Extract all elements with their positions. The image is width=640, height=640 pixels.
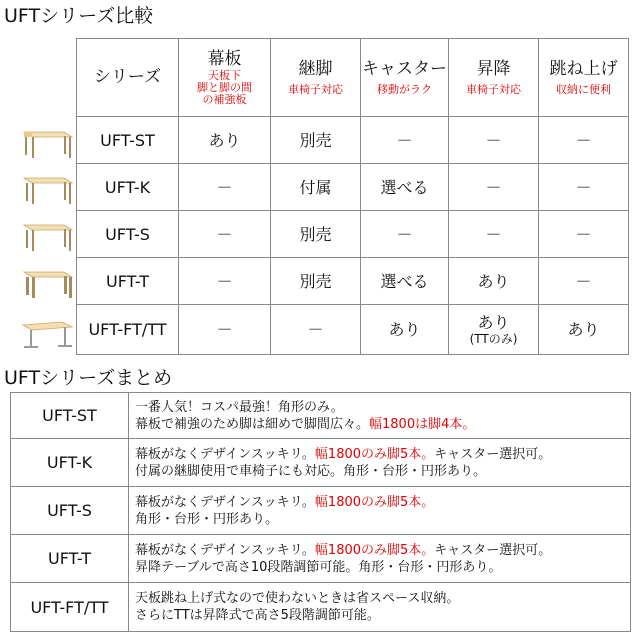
table-cell: － [449,117,539,164]
description-line: 付属の継脚使用で車椅子にも対応。角形・台形・円形あり。 [135,463,487,479]
description-line: 幕板がなくデザインスッキリ。幅1800のみ脚5本。キャスター選択可。 [135,542,552,558]
series-description [129,583,631,632]
table-cell: － [539,164,629,211]
column-header: 跳ね上げ 収納に便利 [539,39,629,117]
description-line: 昇降テーブルで高さ10段階調節可能。角形・台形・円形あり。 [135,559,502,575]
column-header: 継脚 車椅子対応 [271,39,361,117]
series-name: UFT-ST [11,393,129,439]
table-cell: － [179,211,271,258]
table-thumbnail-icon [20,126,74,160]
series-name: UFT-S [77,211,179,258]
comparison-table [76,38,629,355]
table-row [77,211,629,258]
summary-section-title: UFTシリーズまとめ [4,367,173,389]
series-name: UFT-T [11,535,129,583]
table-cell: － [449,164,539,211]
folding-table-thumbnail-icon [20,316,74,350]
table-cell: － [271,305,361,355]
summary-row [11,487,631,535]
summary-row [11,439,631,487]
series-name: UFT-S [11,487,129,535]
description-line: 幕板がなくデザインスッキリ。幅1800のみ脚5本。キャスター選択可。 [135,446,552,462]
table-cell: 選べる [361,164,449,211]
summary-table [10,392,631,632]
table-thumbnail-icon [20,219,74,253]
table-cell: 別売 [271,117,361,164]
table-cell: あり [539,305,629,355]
table-cell: あり [361,305,449,355]
series-name: UFT-K [11,439,129,487]
table-cell: あり [179,117,271,164]
table-cell: 付属 [271,164,361,211]
description-line: 幕板がなくデザインスッキリ。幅1800のみ脚5本。 [135,494,435,510]
table-thumbnail-icon [20,172,74,206]
table-cell [449,305,539,355]
table-cell: 選べる [361,258,449,305]
series-name: UFT-FT/TT [77,305,179,355]
table-cell: － [179,164,271,211]
table-row [77,305,629,355]
cell-note: (TTのみ) [469,332,518,346]
column-header: 幕板 天板下 脚と脚の間 の補強板 [179,39,271,117]
table-row [77,117,629,164]
series-header: シリーズ [77,39,179,117]
column-header: キャスター 移動がラク [361,39,449,117]
cell-value: あり [477,313,510,332]
table-cell: － [539,117,629,164]
summary-row [11,393,631,439]
description-line: 天板跳ね上げ式なので使わないときは省スペース収納。 [135,591,460,606]
table-cell: － [539,258,629,305]
series-description [129,393,631,439]
series-description [129,535,631,583]
description-line: 一番人気！コスパ最強！角形のみ。 [135,399,344,415]
comparison-header-row [77,39,629,117]
series-description [129,439,631,487]
series-name: UFT-ST [77,117,179,164]
summary-row [11,583,631,632]
table-cell: － [179,258,271,305]
table-cell: － [361,211,449,258]
summary-row [11,535,631,583]
description-line: さらにTTは昇降式で高さ5段階調節可能。 [135,608,380,623]
series-name: UFT-FT/TT [11,583,129,632]
compare-section-title: UFTシリーズ比較 [4,5,154,27]
description-line: 角形・台形・円形あり。 [135,511,279,527]
table-cell: － [539,211,629,258]
table-row [77,164,629,211]
table-cell: 別売 [271,258,361,305]
series-name: UFT-T [77,258,179,305]
table-cell: 別売 [271,211,361,258]
table-thumbnail-icon [20,266,74,300]
table-cell: － [179,305,271,355]
column-header: 昇降 車椅子対応 [449,39,539,117]
table-row [77,258,629,305]
series-description [129,487,631,535]
table-cell: － [361,117,449,164]
table-cell: － [449,211,539,258]
series-name: UFT-K [77,164,179,211]
description-line: 幕板で補強のため脚は細めで脚間広々。幅1800は脚4本。 [135,416,476,432]
table-cell: あり [449,258,539,305]
